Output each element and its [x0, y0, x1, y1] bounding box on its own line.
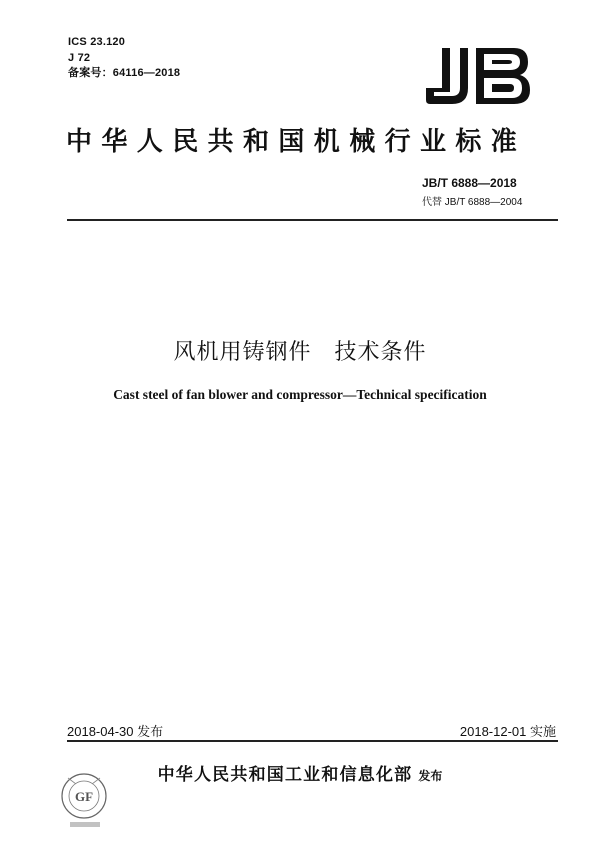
footer-divider: [67, 740, 558, 742]
publisher-name: 中华人民共和国工业和信息化部: [157, 765, 413, 785]
publisher-line: [0, 760, 600, 785]
header-divider: [67, 219, 558, 221]
document-title-chinese: 风机用铸钢件 技术条件: [173, 340, 427, 365]
publish-date: 2018-04-30 发布: [67, 724, 164, 739]
jb-logo: [424, 44, 532, 106]
classification-code: J 72: [68, 52, 91, 64]
implement-date: 2018-12-01 实施: [459, 724, 556, 739]
standard-code: JB/T 6888—2018: [422, 176, 517, 190]
publisher-action: 发布: [418, 769, 443, 783]
replaced-standard: 代替 JB/T 6888—2004: [422, 197, 523, 208]
standard-type-title: 中华人民共和国机械行业标准: [66, 127, 527, 157]
svg-text:GF: GF: [74, 789, 94, 804]
document-title-english: Cast steel of fan blower and compressor—Technical specification: [113, 387, 487, 402]
ics-code: ICS 23.120: [68, 36, 126, 48]
filing-number: 备案号：64116—2018: [68, 67, 181, 79]
